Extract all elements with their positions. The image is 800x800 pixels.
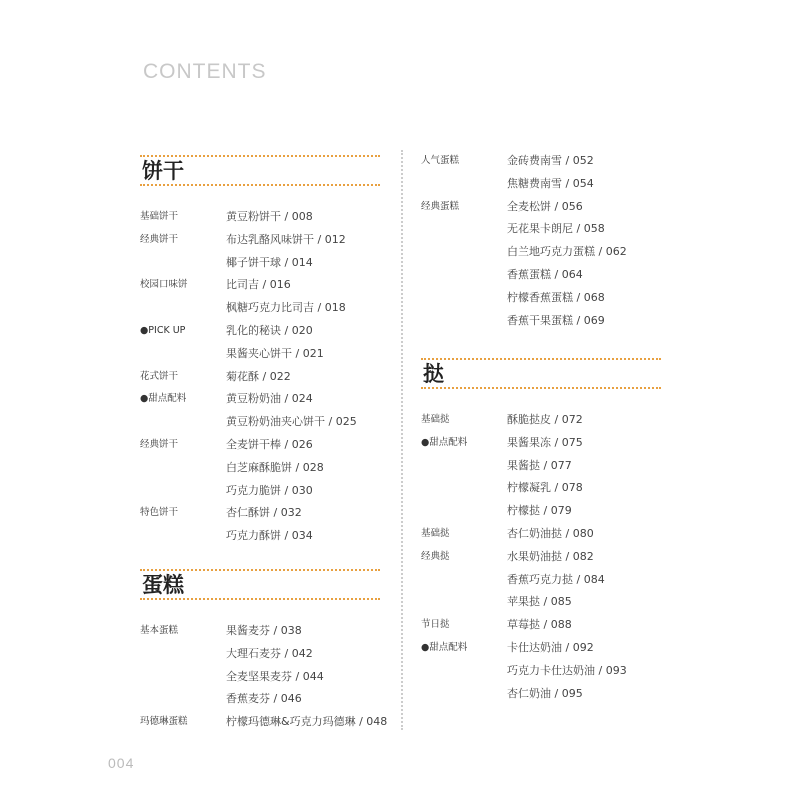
entry-category bbox=[421, 504, 507, 527]
toc-entry[interactable] bbox=[140, 278, 380, 301]
entry-title[interactable]: 菊花酥 / 022 bbox=[226, 369, 291, 383]
entry-title[interactable]: 巧克力脆饼 / 030 bbox=[226, 483, 313, 497]
entry-title[interactable]: 柠檬香蕉蛋糕 / 068 bbox=[507, 290, 605, 304]
toc-entry[interactable] bbox=[140, 484, 380, 507]
entry-title[interactable]: 全麦松饼 / 056 bbox=[507, 199, 583, 213]
toc-entry[interactable] bbox=[140, 392, 380, 415]
toc-entry[interactable] bbox=[140, 415, 380, 438]
divider bbox=[140, 184, 380, 186]
entry-category bbox=[421, 573, 507, 596]
entry-category: ●PICK UP bbox=[140, 324, 186, 336]
toc-entry[interactable] bbox=[421, 314, 661, 337]
toc-entry[interactable] bbox=[140, 370, 380, 393]
entry-category: 人气蛋糕 bbox=[421, 155, 460, 166]
entry-category bbox=[140, 461, 226, 484]
entry-category: 特色饼干 bbox=[140, 507, 179, 519]
entry-category bbox=[140, 256, 226, 279]
entry-title[interactable]: 香蕉巧克力挞 / 084 bbox=[507, 572, 605, 586]
toc-entry[interactable] bbox=[140, 624, 380, 647]
entry-list bbox=[140, 624, 388, 738]
entry-title[interactable]: 果酱夹心饼干 / 021 bbox=[226, 346, 324, 360]
toc-entry[interactable] bbox=[421, 504, 661, 527]
entry-title[interactable]: 杏仁奶油挞 / 080 bbox=[507, 526, 594, 540]
entry-category bbox=[140, 347, 226, 370]
toc-entry[interactable] bbox=[421, 687, 661, 710]
entry-title[interactable]: 果酱挞 / 077 bbox=[507, 458, 572, 472]
entry-title[interactable]: 枫糖巧克力比司吉 / 018 bbox=[226, 301, 346, 315]
entry-category: 玛德琳蛋糕 bbox=[140, 716, 188, 728]
entry-title[interactable]: 黄豆粉奶油 / 024 bbox=[226, 392, 313, 406]
column-divider bbox=[401, 150, 403, 730]
entry-category: 基本蛋糕 bbox=[140, 625, 179, 636]
entry-category: 经典挞 bbox=[421, 550, 450, 562]
toc-entry[interactable] bbox=[140, 347, 380, 370]
entry-category: 基础挞 bbox=[421, 414, 450, 425]
entry-title[interactable]: 乳化的秘诀 / 020 bbox=[226, 323, 313, 337]
entry-title[interactable]: 黄豆粉饼干 / 008 bbox=[226, 210, 313, 223]
toc-entry[interactable] bbox=[140, 647, 380, 670]
entry-title[interactable]: 巧克力卡仕达奶油 / 093 bbox=[507, 663, 627, 677]
toc-entry[interactable] bbox=[421, 413, 661, 436]
entry-title[interactable]: 大理石麦芬 / 042 bbox=[226, 646, 313, 660]
toc-entry[interactable] bbox=[421, 527, 661, 550]
entry-category bbox=[421, 268, 507, 291]
entry-title[interactable]: 香蕉麦芬 / 046 bbox=[226, 692, 302, 706]
entry-category bbox=[421, 314, 507, 337]
entry-category bbox=[140, 484, 226, 507]
entry-title[interactable]: 苹果挞 / 085 bbox=[507, 595, 572, 609]
entry-category bbox=[140, 670, 226, 693]
entry-category bbox=[421, 687, 507, 710]
divider bbox=[421, 387, 661, 389]
entry-title[interactable]: 卡仕达奶油 / 092 bbox=[507, 640, 594, 654]
toc-entry[interactable] bbox=[421, 177, 661, 200]
toc-entry[interactable] bbox=[140, 438, 380, 461]
toc-entry[interactable] bbox=[421, 222, 661, 245]
entry-category: ●甜点配料 bbox=[421, 641, 468, 653]
entry-category: 经典蛋糕 bbox=[421, 200, 460, 212]
entry-title[interactable]: 柠檬挞 / 079 bbox=[507, 504, 572, 518]
entry-category: 节日挞 bbox=[421, 619, 450, 631]
entry-title[interactable]: 比司吉 / 016 bbox=[226, 278, 291, 292]
toc-entry[interactable] bbox=[140, 233, 380, 256]
entry-category bbox=[421, 481, 507, 504]
page-title: CONTENTS bbox=[143, 60, 267, 83]
section-tart bbox=[421, 358, 661, 709]
entry-category bbox=[421, 245, 507, 268]
section-cake-continued bbox=[421, 154, 661, 336]
toc-entry[interactable] bbox=[421, 200, 661, 223]
entry-category bbox=[140, 301, 226, 324]
entry-title[interactable]: 白芝麻酥脆饼 / 028 bbox=[226, 460, 324, 474]
section-heading: 挞 bbox=[423, 361, 444, 386]
entry-title[interactable]: 果酱麦芬 / 038 bbox=[226, 624, 302, 637]
entry-title[interactable]: 椰子饼干球 / 014 bbox=[226, 255, 313, 269]
entry-title[interactable]: 巧克力酥饼 / 034 bbox=[226, 529, 313, 543]
entry-category bbox=[421, 222, 507, 245]
toc-entry[interactable] bbox=[421, 459, 661, 482]
section-cake bbox=[140, 569, 388, 738]
entry-list bbox=[421, 413, 661, 709]
toc-entry[interactable] bbox=[421, 664, 661, 687]
section-heading: 蛋糕 bbox=[142, 572, 184, 597]
toc-entry[interactable] bbox=[140, 301, 380, 324]
entry-title[interactable]: 焦糖费南雪 / 054 bbox=[507, 176, 594, 190]
entry-category: 校园口味饼 bbox=[140, 279, 188, 291]
section-biscuits bbox=[140, 155, 380, 552]
toc-entry[interactable] bbox=[140, 715, 388, 738]
toc-entry[interactable] bbox=[140, 670, 380, 693]
toc-entry[interactable] bbox=[140, 692, 380, 715]
toc-entry[interactable] bbox=[421, 573, 661, 596]
section-heading: 饼干 bbox=[142, 158, 184, 183]
toc-entry[interactable] bbox=[421, 245, 661, 268]
toc-entry[interactable] bbox=[421, 641, 661, 664]
entry-category: 基础挞 bbox=[421, 527, 450, 539]
entry-category: ●甜点配料 bbox=[140, 393, 187, 405]
toc-entry[interactable] bbox=[140, 461, 380, 484]
entry-category bbox=[421, 459, 507, 482]
entry-category: 经典饼干 bbox=[140, 438, 179, 450]
toc-entry[interactable] bbox=[421, 268, 661, 291]
entry-category bbox=[421, 177, 507, 200]
entry-category: 经典饼干 bbox=[140, 233, 179, 245]
entry-title[interactable]: 杏仁奶油 / 095 bbox=[507, 686, 583, 700]
entry-title[interactable]: 果酱果冻 / 075 bbox=[507, 435, 583, 449]
entry-category bbox=[421, 664, 507, 687]
toc-entry[interactable] bbox=[421, 436, 661, 459]
toc-entry[interactable] bbox=[421, 595, 661, 618]
entry-category: 花式饼干 bbox=[140, 370, 179, 382]
entry-title[interactable]: 金砖费南雪 / 052 bbox=[507, 154, 594, 167]
entry-title[interactable]: 黄豆粉奶油夹心饼干 / 025 bbox=[226, 415, 357, 429]
toc-entry[interactable] bbox=[421, 618, 661, 641]
entry-title[interactable]: 杏仁酥饼 / 032 bbox=[226, 506, 302, 520]
page-number: 004 bbox=[108, 755, 135, 771]
toc-entry[interactable] bbox=[140, 506, 380, 529]
toc-entry[interactable] bbox=[421, 154, 661, 177]
entry-list bbox=[140, 210, 380, 552]
entry-title[interactable]: 香蕉蛋糕 / 064 bbox=[507, 267, 583, 281]
entry-category bbox=[140, 647, 226, 670]
toc-entry[interactable] bbox=[421, 481, 661, 504]
entry-title[interactable]: 酥脆挞皮 / 072 bbox=[507, 413, 583, 426]
entry-category bbox=[421, 291, 507, 314]
entry-category bbox=[421, 595, 507, 618]
entry-category bbox=[140, 692, 226, 715]
entry-category: ●甜点配料 bbox=[421, 436, 468, 448]
entry-title[interactable]: 全麦坚果麦芬 / 044 bbox=[226, 669, 324, 683]
entry-title[interactable]: 布达乳酪风味饼干 / 012 bbox=[226, 232, 346, 246]
entry-title[interactable]: 草莓挞 / 088 bbox=[507, 618, 572, 632]
toc-entry[interactable] bbox=[140, 324, 380, 347]
entry-title[interactable]: 香蕉干果蛋糕 / 069 bbox=[507, 313, 605, 327]
toc-entry[interactable] bbox=[140, 256, 380, 279]
toc-entry[interactable] bbox=[140, 210, 380, 233]
entry-title[interactable]: 全麦饼干棒 / 026 bbox=[226, 437, 313, 451]
toc-entry[interactable] bbox=[421, 291, 661, 314]
entry-category: 基础饼干 bbox=[140, 211, 179, 222]
toc-entry[interactable] bbox=[421, 550, 661, 573]
entry-title[interactable]: 水果奶油挞 / 082 bbox=[507, 549, 594, 563]
entry-list bbox=[421, 154, 661, 336]
entry-title[interactable]: 白兰地巧克力蛋糕 / 062 bbox=[507, 245, 627, 259]
entry-category bbox=[140, 415, 226, 438]
entry-title[interactable]: 无花果卡朗尼 / 058 bbox=[507, 222, 605, 236]
divider bbox=[140, 598, 380, 600]
entry-title[interactable]: 柠檬玛德琳&巧克力玛德琳 / 048 bbox=[226, 715, 388, 729]
entry-category bbox=[140, 529, 226, 552]
entry-title[interactable]: 柠檬凝乳 / 078 bbox=[507, 481, 583, 495]
toc-entry[interactable] bbox=[140, 529, 380, 552]
